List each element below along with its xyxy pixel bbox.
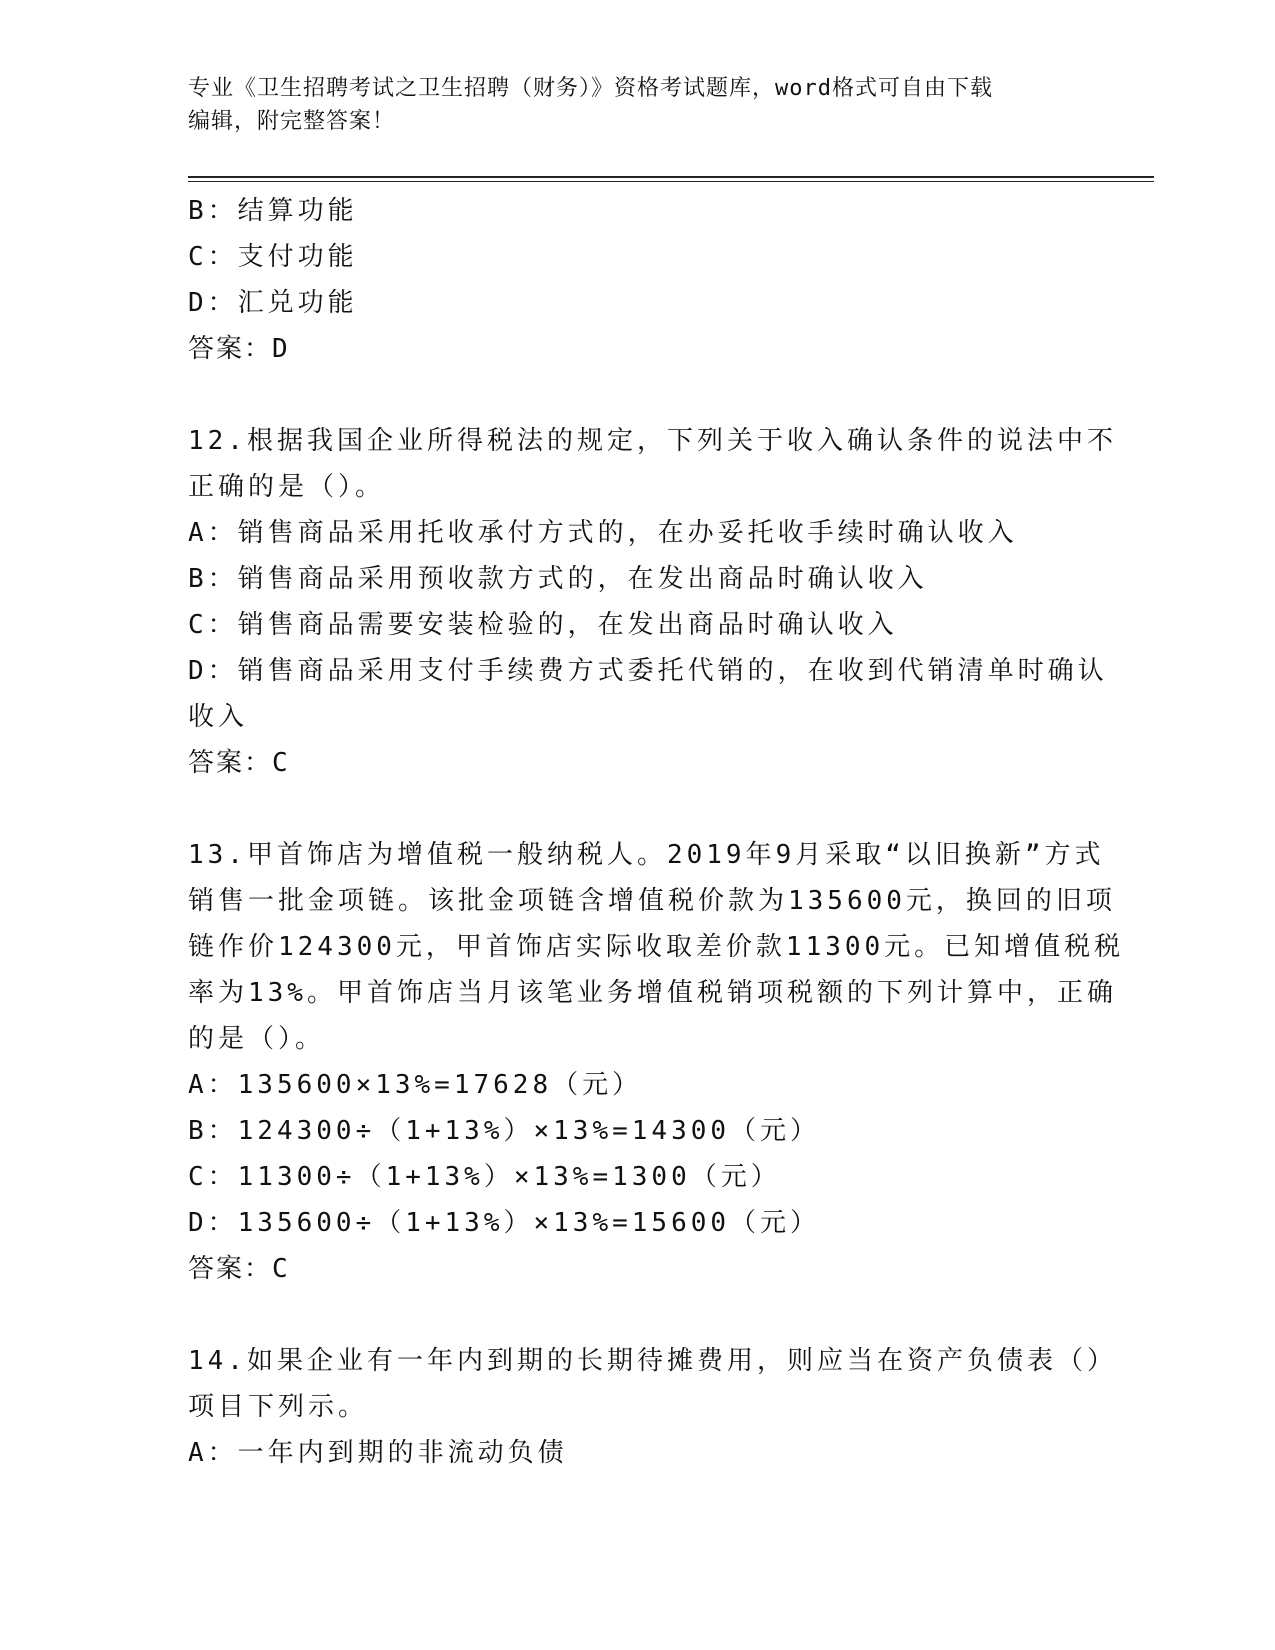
option-c: C：11300÷（1+13%）×13%=1300（元）	[188, 1162, 781, 1192]
option-c: C：销售商品需要安装检验的，在发出商品时确认收入	[188, 610, 898, 640]
answer-label: 答案：C	[188, 1254, 290, 1284]
question-stem-cont: 率为13%。甲首饰店当月该笔业务增值税销项税额的下列计算中，正确	[188, 978, 1117, 1008]
option-b: B：销售商品采用预收款方式的，在发出商品时确认收入	[188, 564, 928, 594]
question-13	[188, 832, 1125, 1292]
question-stem-cont: 正确的是（）。	[188, 472, 386, 502]
option-d: D：汇兑功能	[188, 288, 358, 318]
document-header	[188, 72, 1088, 138]
question-stem: 12.根据我国企业所得税法的规定，下列关于收入确认条件的说法中不	[188, 426, 1117, 456]
option-c: C：支付功能	[188, 242, 358, 272]
question-list	[188, 188, 1125, 1476]
option-d: D：135600÷（1+13%）×13%=15600（元）	[188, 1208, 821, 1238]
option-b: B：结算功能	[188, 196, 358, 226]
question-12	[188, 418, 1117, 786]
header-divider-thick	[188, 176, 1154, 178]
option-d-cont: 收入	[188, 702, 249, 732]
question-stem-cont: 销售一批金项链。该批金项链含增值税价款为135600元，换回的旧项	[188, 886, 1116, 916]
answer-label: 答案：C	[188, 748, 290, 778]
answer-label: 答案：D	[188, 334, 290, 364]
header-line-1: 专业《卫生招聘考试之卫生招聘（财务）》资格考试题库，word格式可自由下载	[188, 76, 993, 101]
option-d: D：销售商品采用支付手续费方式委托代销的，在收到代销清单时确认	[188, 656, 1108, 686]
question-14	[188, 1338, 1117, 1476]
option-a: A：一年内到期的非流动负债	[188, 1438, 568, 1468]
question-stem: 13.甲首饰店为增值税一般纳税人。2019年9月采取“以旧换新”方式	[188, 840, 1105, 870]
header-divider-thin	[188, 181, 1154, 182]
question-stem: 14.如果企业有一年内到期的长期待摊费用，则应当在资产负债表（）	[188, 1346, 1117, 1376]
option-a: A：销售商品采用托收承付方式的，在办妥托收手续时确认收入	[188, 518, 1018, 548]
question-stem-cont: 链作价124300元，甲首饰店实际收取差价款11300元。已知增值税税	[188, 932, 1125, 962]
question-stem-cont: 的是（）。	[188, 1024, 326, 1054]
question-11	[188, 188, 1088, 372]
option-b: B：124300÷（1+13%）×13%=14300（元）	[188, 1116, 821, 1146]
question-stem-cont: 项目下列示。	[188, 1392, 369, 1422]
option-a: A：135600×13%=17628（元）	[188, 1070, 643, 1100]
header-line-2: 编辑，附完整答案！	[188, 109, 396, 134]
